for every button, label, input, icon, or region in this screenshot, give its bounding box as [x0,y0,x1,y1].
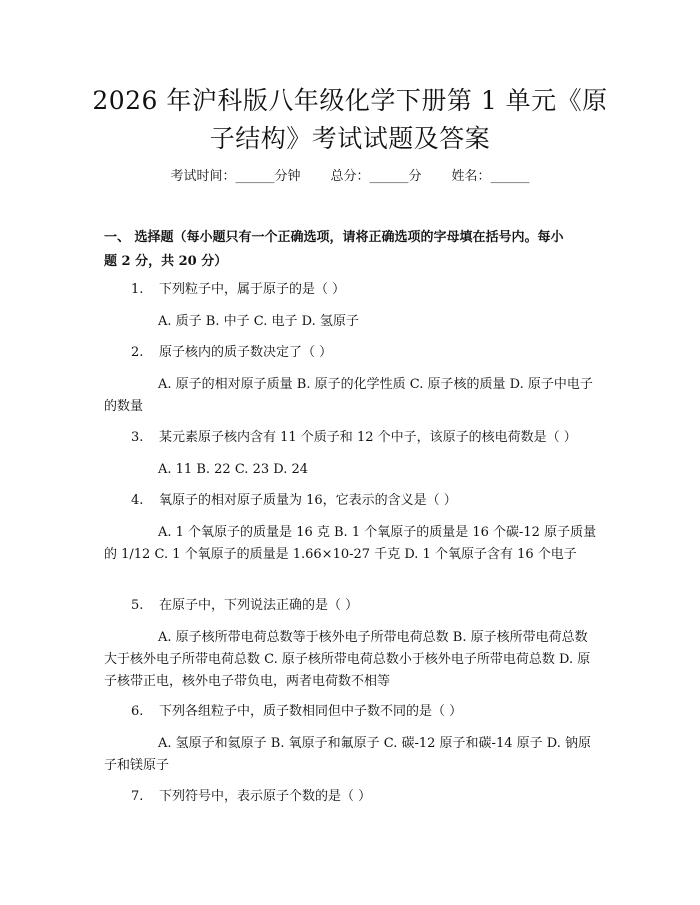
question-2-options: A. 原子的相对原子质量 B. 原子的化学性质 C. 原子核的质量 D. 原子中电子的数量 [104,377,593,414]
question-7 [131,788,601,806]
page-title [70,82,630,158]
question-stem: 下列符号中，表示原子个数的是（ ） [159,789,372,804]
question-number: 4. [131,493,144,508]
question-number: 1. [131,282,144,297]
question-5 [131,597,601,615]
section-line-2: 题 2 分，共 20 分） [104,254,228,269]
section-heading [104,226,604,274]
question-number: 5. [131,598,144,613]
question-4 [131,492,601,510]
question-3-options: A. 11 B. 22 C. 23 D. 24 [158,462,309,477]
question-stem: 在原子中，下列说法正确的是（ ） [159,598,359,613]
exam-time: 考试时间：______分钟 [170,169,301,184]
question-stem: 下列粒子中，属于原子的是（ ） [159,282,346,297]
question-number: 3. [131,430,144,445]
question-stem: 下列各组粒子中，质子数相同但中子数不同的是（ ） [159,704,463,719]
question-stem: 原子核内的质子数决定了（ ） [159,345,333,360]
question-stem: 氧原子的相对原子质量为 16，它表示的含义是（ ） [159,493,457,508]
question-6-options: A. 氢原子和氦原子 B. 氧原子和氟原子 C. 碳-12 原子和碳-14 原子 D. 钠原子和镁原子 [104,736,591,773]
question-4-options: A. 1 个氧原子的质量是 16 克 B. 1 个氧原子的质量是 16 个碳-12 原子质量的 1/12 C. 1 个氧原子的质量是 1.66×10-27 千克 D. 1 个氧原子含有 16 个电子 [104,525,597,562]
title-line-2: 子结构》考试试题及答案 [209,124,491,153]
question-number: 2. [131,345,144,360]
question-3 [131,429,601,447]
question-6 [131,703,601,721]
question-5-options: A. 原子核所带电荷总数等于核外电子所带电荷总数 B. 原子核所带电荷总数大于核外电子所带电荷总数 C. 原子核所带电荷总数小于核外电子所带电荷总数 D. 原子核带正电，核外电子带负电，两者电荷数不相等 [104,630,591,689]
question-number: 6. [131,704,144,719]
exam-info [0,168,700,186]
exam-score: 总分：______分 [330,169,422,184]
question-1-options: A. 质子 B. 中子 C. 电子 D. 氢原子 [158,314,359,329]
section-line-1: 一、 选择题（每小题只有一个正确选项，请将正确选项的字母填在括号内。每小 [104,230,564,245]
title-line-1: 2026 年沪科版八年级化学下册第 1 单元《原 [92,86,608,115]
question-number: 7. [131,789,144,804]
exam-name: 姓名：______ [451,169,530,184]
question-1 [131,281,601,299]
question-stem: 某元素原子核内含有 11 个质子和 12 个中子，该原子的核电荷数是（ ） [159,430,577,445]
question-2 [131,344,601,362]
